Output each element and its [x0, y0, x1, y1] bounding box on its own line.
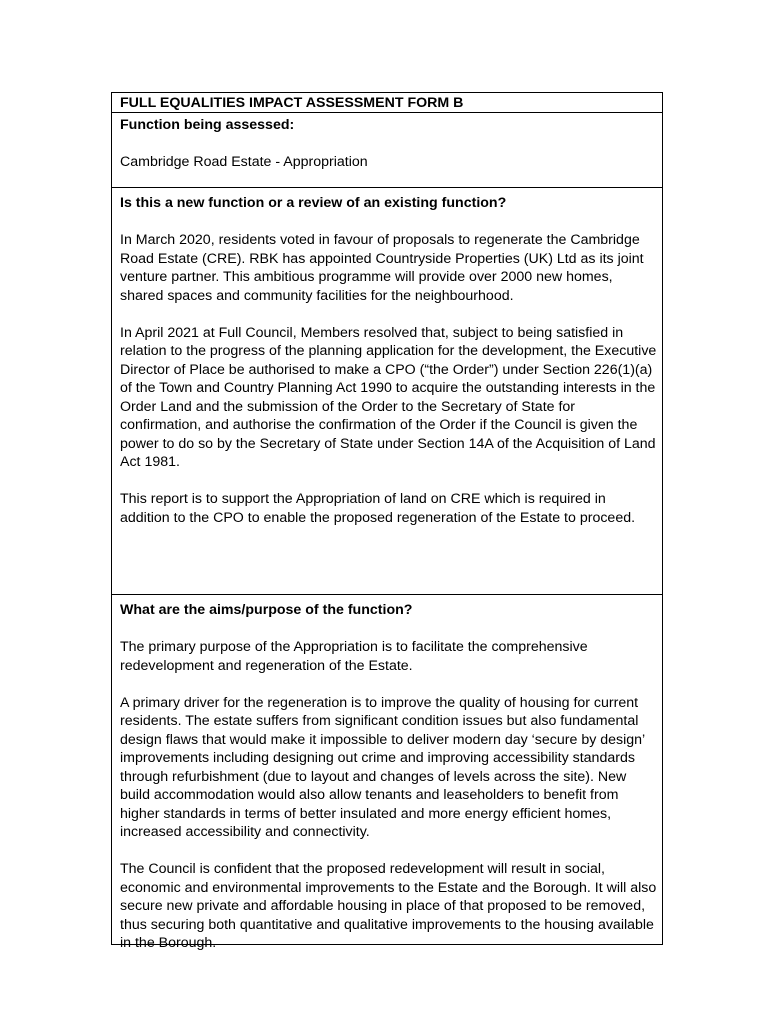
function-assessed-section: [112, 112, 662, 187]
new-or-review-paragraph: In March 2020, residents voted in favour of proposals to regenerate the Cambridge Road Estate (CRE). RBK has appointed Countryside Properties (UK) Ltd as its joint venture partner. This ambitious programme will provide over 2000 new homes, shared spaces and community facilities for the neighbourhood.: [120, 232, 644, 304]
form-title: FULL EQUALITIES IMPACT ASSESSMENT FORM B: [120, 95, 464, 111]
aims-purpose-paragraph: A primary driver for the regeneration is to improve the quality of housing for current residents. The estate suffers from significant condition issues but also fundamental design flaws that would make it impossible to deliver modern day ‘secure by design’ improvements including designing out crime and improving accessibility standards through refurbishment (due to layout and changes of levels across the site). New build accommodation would also allow tenants and leaseholders to benefit from higher standards in terms of better insulated and more energy efficient homes, increased accessibility and connectivity.: [120, 694, 645, 840]
equalities-impact-form: [111, 92, 663, 951]
function-assessed-heading: Function being assessed:: [120, 117, 295, 133]
aims-purpose-section: [112, 594, 662, 951]
new-or-review-paragraph: In April 2021 at Full Council, Members resolved that, subject to being satisfied in relation to the progress of the planning application for the development, the Executive Director of Place be authorised to make a CPO (“the Order”) under Section 226(1)(a) of the Town and Country Planning Act 1990 to acquire the outstanding interests in the Order Land and the submission of the Order to the Secretary of State for confirmation, and authorise the confirmation of the Order if the Council is given the power to do so by the Secretary of State under Section 14A of the Acquisition of Land Act 1981.: [120, 324, 657, 470]
aims-purpose-paragraph: The primary purpose of the Appropriation is to facilitate the comprehensive redevelopment and regeneration of the Estate.: [120, 639, 588, 674]
aims-purpose-paragraph: The Council is confident that the proposed redevelopment will result in social, economic and environmental improvements to the Estate and the Borough. It will also secure new private and affordable housing in place of that proposed to be removed, thus securing both quantitative and qualitative improvements to the housing available in the Borough.: [120, 861, 657, 951]
function-assessed-value: Cambridge Road Estate - Appropriation: [120, 154, 368, 170]
new-or-review-heading: Is this a new function or a review of an existing function?: [120, 195, 507, 211]
form-title-row: [112, 93, 662, 112]
aims-purpose-heading: What are the aims/purpose of the function?: [120, 602, 413, 618]
new-or-review-section: [112, 187, 662, 594]
new-or-review-paragraph: This report is to support the Appropriation of land on CRE which is required in addition to the CPO to enable the proposed regeneration of the Estate to proceed.: [120, 491, 636, 526]
